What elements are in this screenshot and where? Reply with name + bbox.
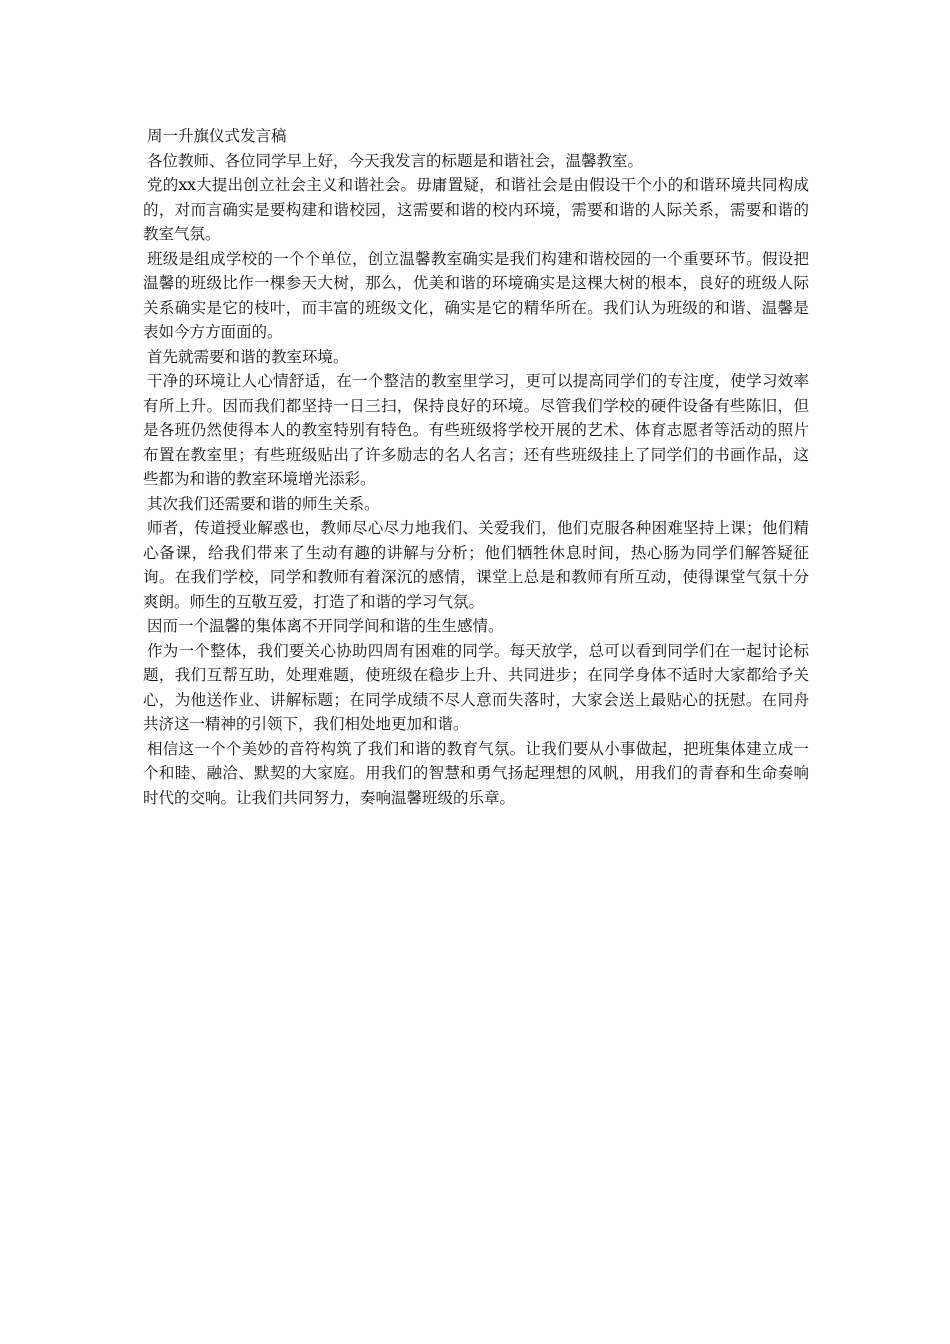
paragraph-class-unit: 班级是组成学校的一个个单位，创立温馨教室确实是我们构建和谐校园的一个重要环节。假设把温馨的班级比作一棵参天大树，那么，优美和谐的环境确实是这棵大树的根本，良好的班级人际关系确实是它的枝叶，而丰富的班级文化，确实是它的精华所在。我们认为班级的和谐、温馨是表如今方方面面的。 [143, 249, 809, 341]
document-title: 周一升旗仪式发言稿 [147, 127, 287, 145]
paragraph-peer-relations: 作为一个整体，我们要关心协助四周有困难的同学。每天放学，总可以看到同学们在一起讨论标题，我们互帮互助，处理难题，使班级在稳步上升、共同进步；在同学身体不适时大家都给予关心，为他送作业、讲解标题；在同学成绩不尽人意而失落时，大家会送上最贴心的抚慰。在同舟共济这一精神的引领下，我们相处地更加和谐。 [143, 641, 809, 733]
paragraph-greeting: 各位教师、各位同学早上好，今天我发言的标题是和谐社会，温馨教室。 [147, 151, 644, 170]
paragraph-classroom-environment-heading: 首先就需要和谐的教室环境。 [147, 347, 349, 366]
document-body [143, 124, 809, 810]
paragraph-harmonious-society: 党的xx大提出创立社会主义和谐社会。毋庸置疑，和谐社会是由假设干个小的和谐环境共同构成的，对而言确实是要构建和谐校园，这需要和谐的校内环境，需要和谐的人际关系，需要和谐的教室气氛。 [143, 176, 809, 243]
paragraph-peer-relations-heading: 因而一个温馨的集体离不开同学间和谐的生生感情。 [147, 617, 504, 635]
paragraph-teacher-student: 师者，传道授业解惑也，教师尽心尽力地我们、关爱我们，他们克服各种困难坚持上课；他们精心备课，给我们带来了生动有趣的讲解与分析；他们牺牲休息时间，热心肠为同学们解答疑征询。在我们学校，同学和教师有着深沉的感情，课堂上总是和教师有所互动，使得课堂气氛十分爽朗。师生的互敬互爱，打造了和谐的学习气氛。 [143, 519, 809, 611]
paragraph-conclusion: 相信这一个个美妙的音符构筑了我们和谐的教育气氛。让我们要从小事做起，把班集体建立成一个和睦、融洽、默契的大家庭。用我们的智慧和勇气扬起理想的风帆，用我们的青春和生命奏响时代的交响。让我们共同努力，奏响温馨班级的乐章。 [143, 739, 809, 807]
paragraph-teacher-student-heading: 其次我们还需要和谐的师生关系。 [147, 494, 380, 513]
paragraph-classroom-environment: 干净的环境让人心情舒适，在一个整洁的教室里学习，更可以提高同学们的专注度，使学习效率有所上升。因而我们都坚持一日三扫，保持良好的环境。尽管我们学校的硬件设备有些陈旧，但是各班仍然使得本人的教室特别有特色。有些班级将学校开展的艺术、体育志愿者等活动的照片布置在教室里；有些班级贴出了许多励志的名人名言；还有些班级挂上了同学们的书画作品，这些都为和谐的教室环境增光添彩。 [143, 372, 809, 488]
